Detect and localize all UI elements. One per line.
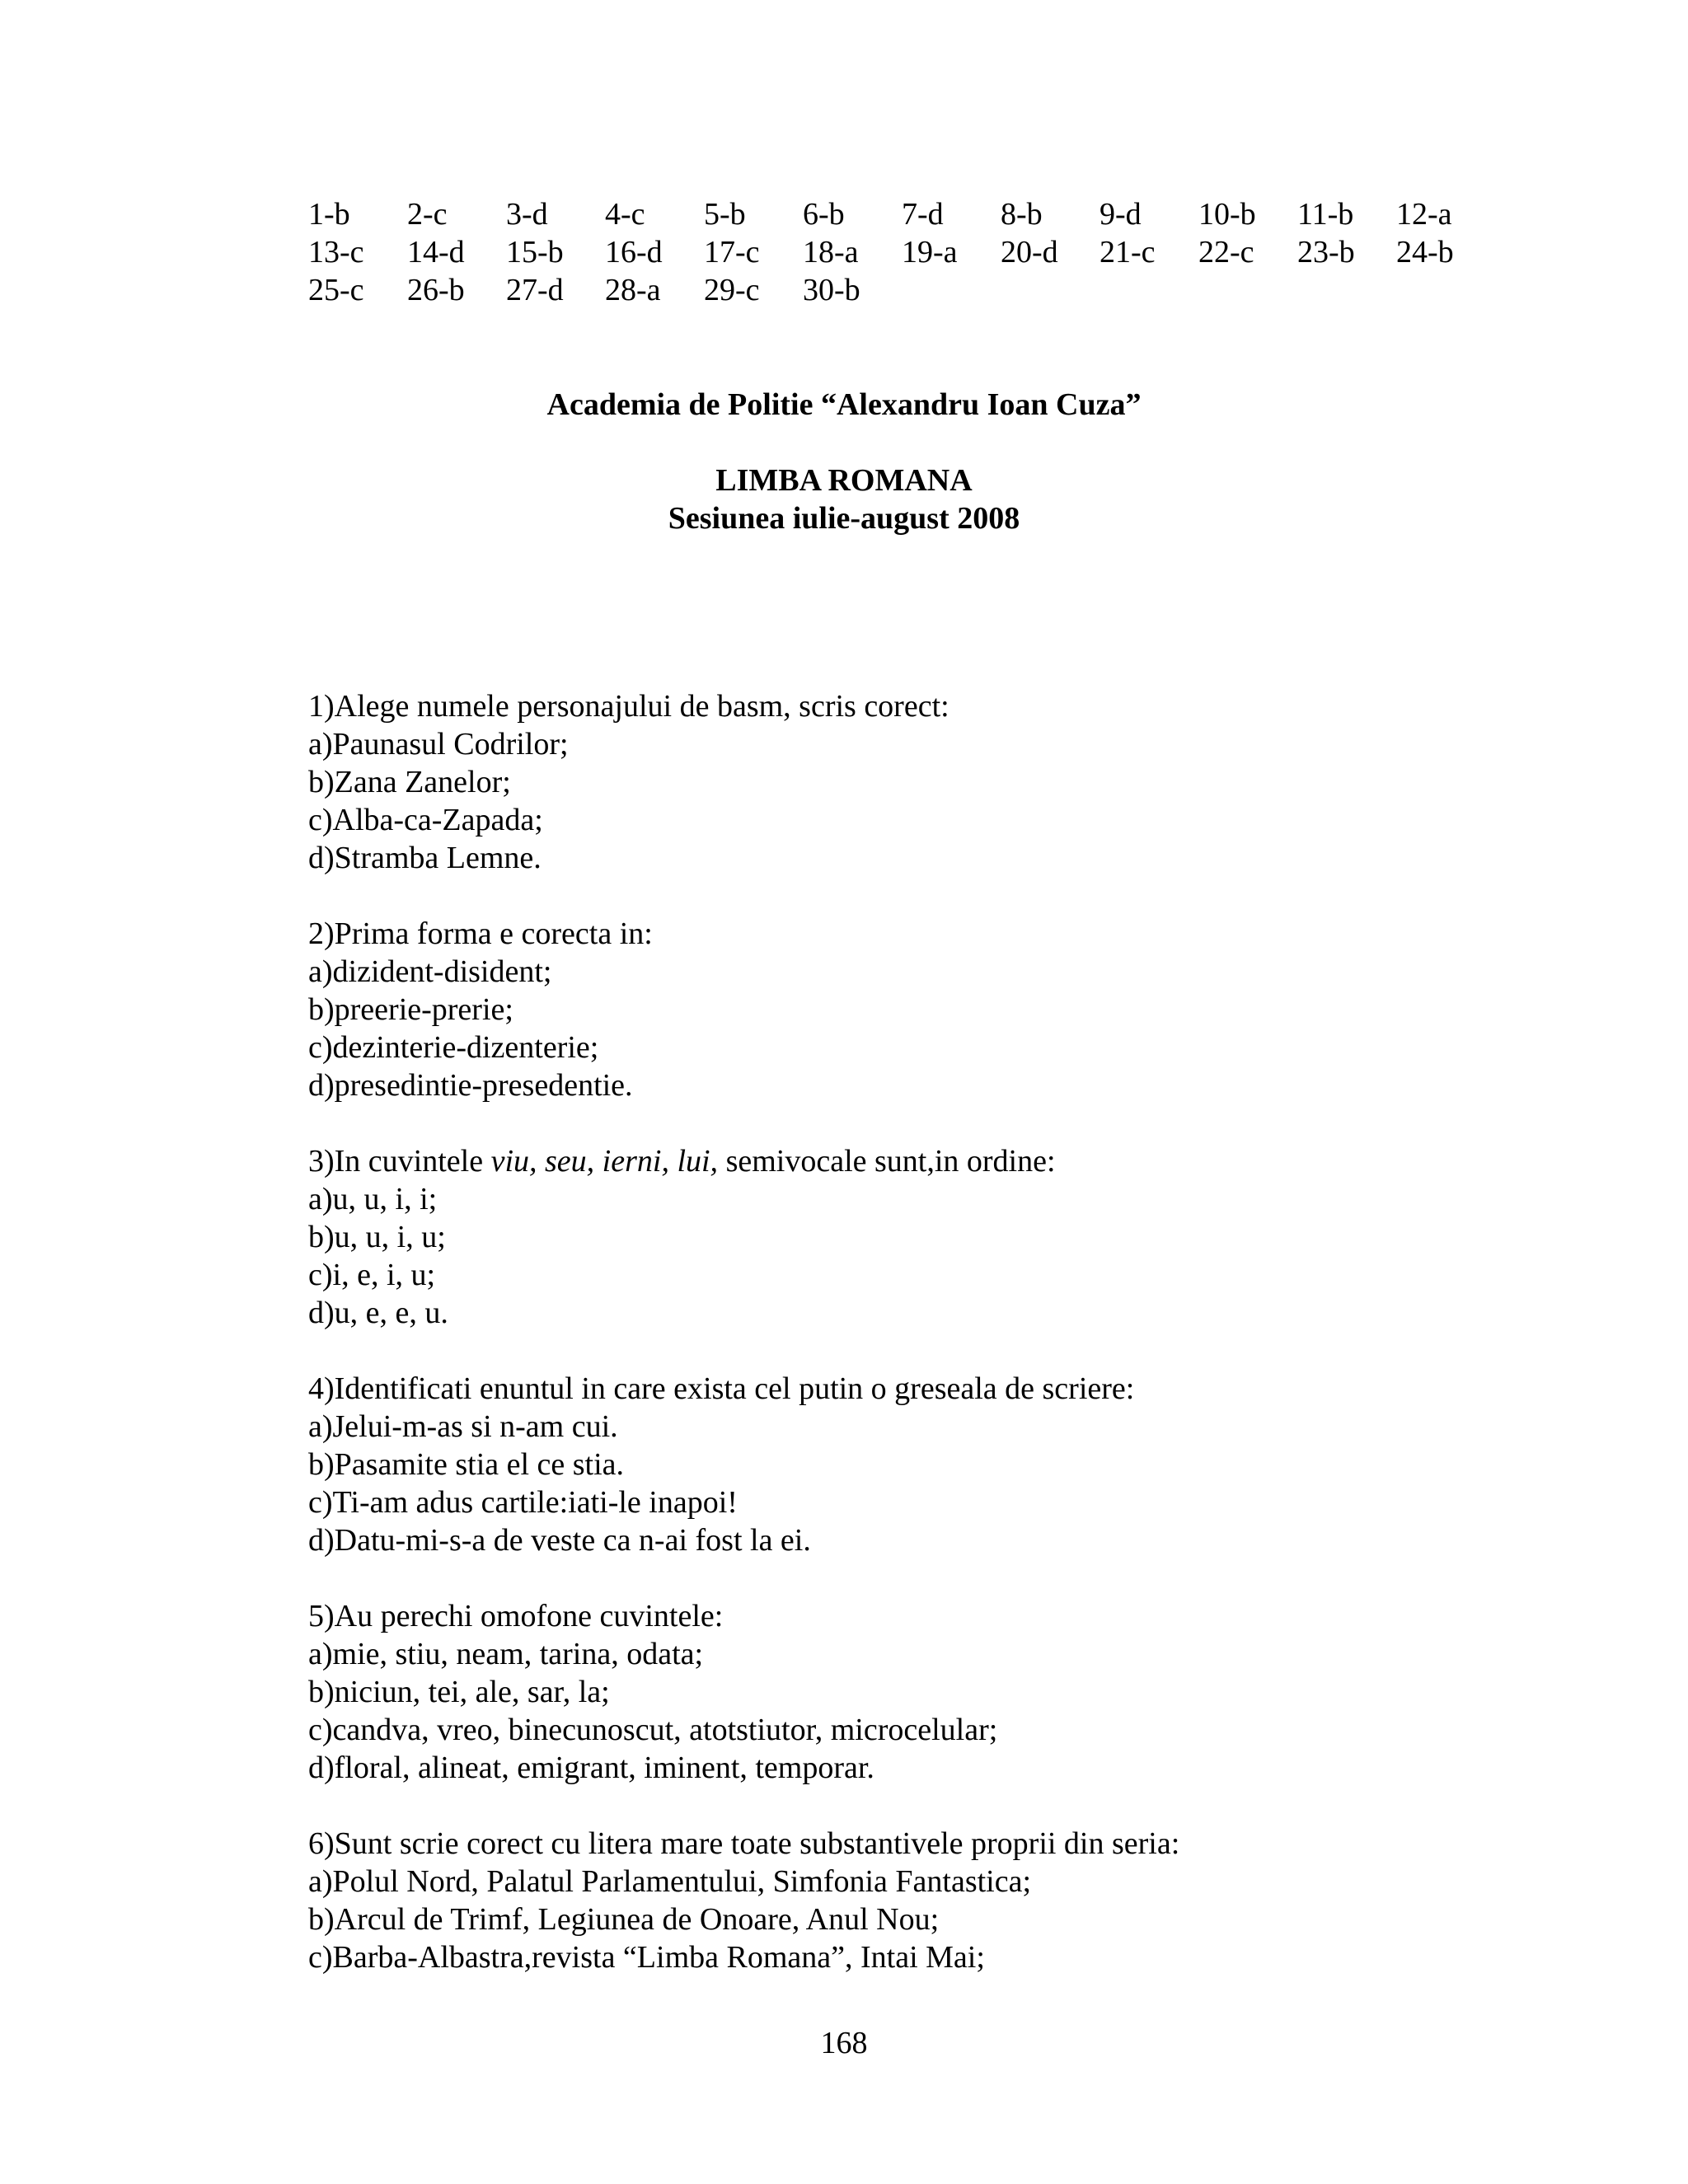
question-text: 2)Prima forma e corecta in: xyxy=(308,916,653,951)
question-3 xyxy=(308,1142,1545,1332)
session-subtitle: Sesiunea iulie-august 2008 xyxy=(668,501,1020,536)
subject-title: LIMBA ROMANA xyxy=(715,463,973,498)
page-number: 168 xyxy=(820,2026,868,2060)
answer-key-item: 8-b xyxy=(1001,197,1043,232)
answer-key-item: 15-b xyxy=(506,235,564,269)
question-text-start: 3)In cuvintele xyxy=(308,1144,491,1179)
answer-option: c)dezinterie-dizenterie; xyxy=(308,1030,599,1065)
answer-key-item: 9-d xyxy=(1100,197,1142,232)
answer-key-item: 23-b xyxy=(1297,235,1355,269)
answer-option: b)u, u, i, u; xyxy=(308,1220,446,1254)
question-list xyxy=(308,687,1545,2014)
answer-key-item: 2-c xyxy=(407,197,448,232)
answer-key-item: 18-a xyxy=(803,235,859,269)
answer-option: d)Datu-mi-s-a de veste ca n-ai fost la ei. xyxy=(308,1523,811,1558)
question-text: 4)Identificati enuntul in care exista cel putin o greseala de scriere: xyxy=(308,1371,1135,1406)
answer-key-item: 26-b xyxy=(407,273,465,307)
question-5 xyxy=(308,1597,1545,1787)
answer-option: c)i, e, i, u; xyxy=(308,1258,436,1292)
question-2 xyxy=(308,915,1545,1104)
answer-key-item: 20-d xyxy=(1001,235,1058,269)
answer-option: a)Paunasul Codrilor; xyxy=(308,727,569,762)
answer-key-item: 12-a xyxy=(1396,197,1452,232)
answer-option: b)Zana Zanelor; xyxy=(308,765,511,799)
question-6 xyxy=(308,1825,1545,1976)
answer-option: a)Polul Nord, Palatul Parlamentului, Simfonia Fantastica; xyxy=(308,1864,1032,1899)
answer-key-grid xyxy=(308,195,1495,309)
answer-option: c)candva, vreo, binecunoscut, atotstiutor, microcelular; xyxy=(308,1713,998,1747)
answer-key-item: 10-b xyxy=(1198,197,1256,232)
answer-key-item: 22-c xyxy=(1198,235,1254,269)
answer-option: d)floral, alineat, emigrant, iminent, temporar. xyxy=(308,1750,874,1785)
answer-option: b)Pasamite stia el ce stia. xyxy=(308,1447,625,1482)
answer-key-item: 13-c xyxy=(308,235,364,269)
answer-key-item: 21-c xyxy=(1100,235,1156,269)
answer-option: d)Stramba Lemne. xyxy=(308,841,542,875)
question-text: 5)Au perechi omofone cuvintele: xyxy=(308,1599,724,1633)
answer-option: b)Arcul de Trimf, Legiunea de Onoare, Anul Nou; xyxy=(308,1902,940,1937)
answer-key-item: 4-c xyxy=(605,197,645,232)
answer-option: b)niciun, tei, ale, sar, la; xyxy=(308,1675,610,1709)
answer-key-item: 6-b xyxy=(803,197,845,232)
answer-option: d)u, e, e, u. xyxy=(308,1296,448,1330)
answer-key-item: 30-b xyxy=(803,273,860,307)
answer-key-item: 3-d xyxy=(506,197,548,232)
answer-key-item: 5-b xyxy=(704,197,746,232)
institution-title: Academia de Politie “Alexandru Ioan Cuza” xyxy=(546,387,1142,422)
answer-key-item: 17-c xyxy=(704,235,760,269)
answer-key-item: 25-c xyxy=(308,273,364,307)
answer-option: a)Jelui-m-as si n-am cui. xyxy=(308,1409,618,1444)
question-text-italic: viu, seu, ierni, lui, xyxy=(490,1144,719,1179)
question-4 xyxy=(308,1370,1545,1559)
answer-key-item: 24-b xyxy=(1396,235,1454,269)
question-1 xyxy=(308,687,1545,877)
answer-option: a)u, u, i, i; xyxy=(308,1182,438,1216)
answer-key-item: 14-d xyxy=(407,235,465,269)
answer-key-item: 11-b xyxy=(1297,197,1354,232)
answer-option: c)Barba-Albastra,revista “Limba Romana”, Intai Mai; xyxy=(308,1940,985,1975)
answer-option: a)dizident-disident; xyxy=(308,954,552,989)
answer-key-item: 16-d xyxy=(605,235,663,269)
question-text xyxy=(308,1142,1545,1180)
question-text: 1)Alege numele personajului de basm, scris corect: xyxy=(308,689,950,724)
answer-key-item: 28-a xyxy=(605,273,661,307)
answer-option: d)presedintie-presedentie. xyxy=(308,1068,633,1103)
answer-key-item: 7-d xyxy=(902,197,944,232)
answer-key-item: 27-d xyxy=(506,273,564,307)
answer-option: c)Ti-am adus cartile:iati-le inapoi! xyxy=(308,1485,738,1520)
answer-key-item: 19-a xyxy=(902,235,958,269)
question-text-end: semivocale sunt,in ordine: xyxy=(718,1144,1056,1179)
answer-option: a)mie, stiu, neam, tarina, odata; xyxy=(308,1637,704,1671)
answer-key-item: 1-b xyxy=(308,197,350,232)
question-text: 6)Sunt scrie corect cu litera mare toate substantivele proprii din seria: xyxy=(308,1826,1180,1861)
answer-option: b)preerie-prerie; xyxy=(308,992,513,1027)
answer-key-item: 29-c xyxy=(704,273,760,307)
answer-option: c)Alba-ca-Zapada; xyxy=(308,803,543,837)
